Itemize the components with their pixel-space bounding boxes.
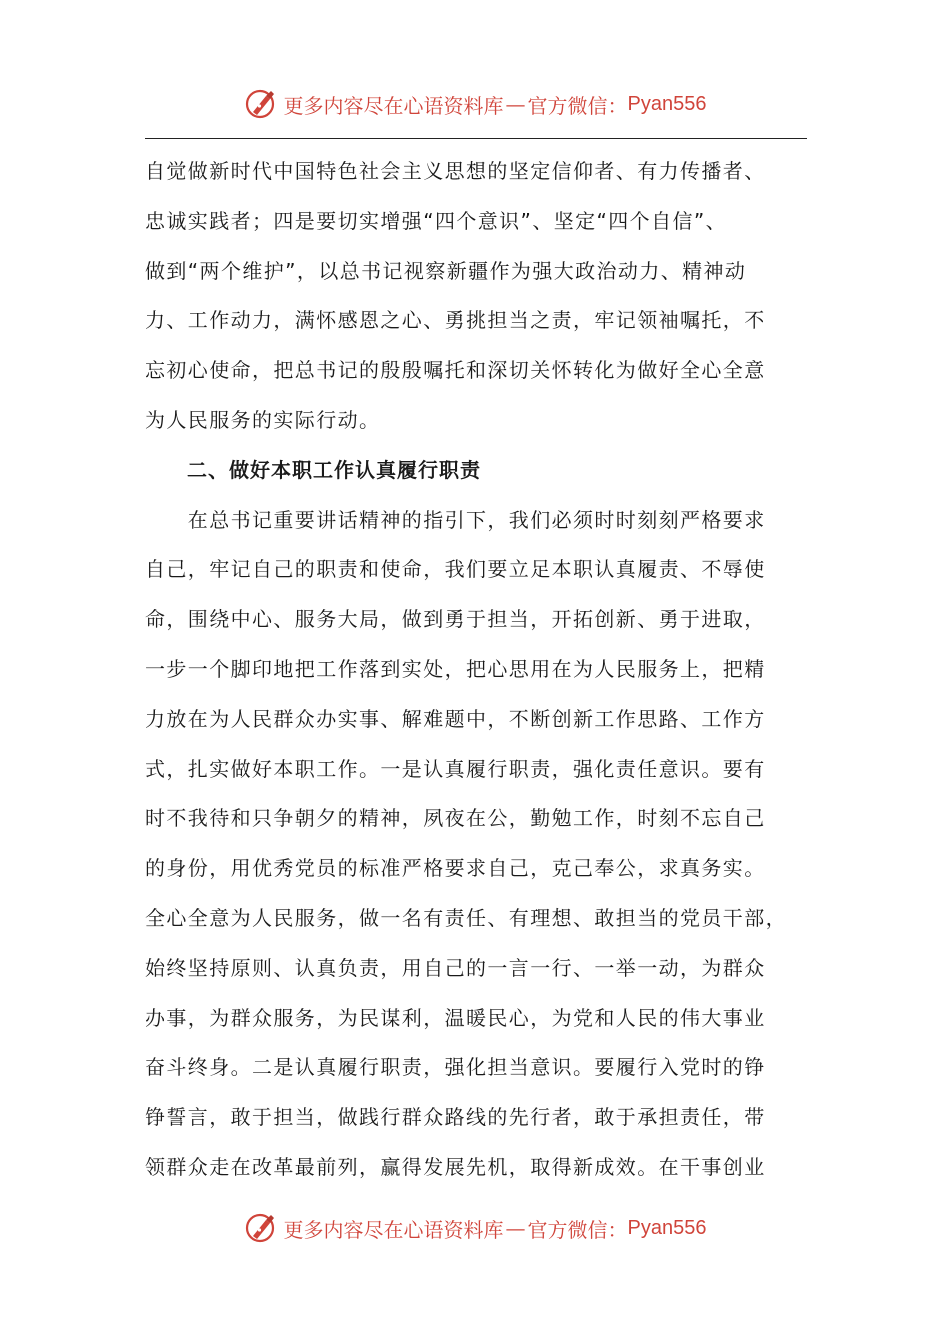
text-line: 命，围绕中心、服务大局，做到勇于担当，开拓创新、勇于进取， (145, 607, 766, 632)
text-line: 做到“两个维护”，以总书记视察新疆作为强大政治动力、精神动 (145, 258, 747, 283)
wechat-id: Pyan556 (627, 92, 707, 115)
header-divider (145, 138, 807, 139)
text-line: 为人民服务的实际行动。 (145, 407, 381, 432)
banner-dash: — (505, 92, 526, 116)
text-line: 在总书记重要讲话精神的指引下，我们必须时时刻刻严格要求 (145, 507, 766, 532)
header-banner (0, 82, 950, 126)
pen-nib-circle-icon (244, 1211, 278, 1245)
banner-text: 更多内容尽在心语资料库 (283, 1217, 504, 1242)
text-line: 力、工作动力，满怀感恩之心、勇挑担当之责，牢记领袖嘱托，不 (145, 308, 766, 333)
text-line: 始终坚持原则、认真负责，用自己的一言一行、一举一动，为群众 (145, 955, 766, 980)
banner-text: 更多内容尽在心语资料库 (283, 93, 504, 118)
section-heading: 二、做好本职工作认真履行职责 (145, 457, 481, 482)
text-line: 力放在为人民群众办实事、解难题中，不断创新工作思路、工作方 (145, 706, 766, 731)
wechat-label: 官方微信： (527, 93, 628, 118)
text-line: 全心全意为人民服务，做一名有责任、有理想、敢担当的党员干部， (145, 905, 787, 930)
text-line: 自己，牢记自己的职责和使命，我们要立足本职认真履责、不辱使 (145, 557, 766, 582)
wechat-label: 官方微信： (527, 1217, 628, 1242)
text-line: 自觉做新时代中国特色社会主义思想的坚定信仰者、有力传播者、 (145, 159, 766, 183)
text-line: 一步一个脚印地把工作落到实处，把心思用在为人民服务上，把精 (145, 656, 766, 681)
body-text (145, 147, 810, 1193)
text-line: 办事，为群众服务，为民谋利，温暖民心，为党和人民的伟大事业 (145, 1005, 766, 1030)
text-line: 忘初心使命，把总书记的殷殷嘱托和深切关怀转化为做好全心全意 (145, 358, 766, 383)
footer-banner (0, 1206, 950, 1250)
text-line: 忠诚实践者；四是要切实增强“四个意识”、坚定“四个自信”、 (145, 208, 728, 233)
text-line: 铮誓言，敢于担当，做践行群众路线的先行者，敢于承担责任，带 (145, 1105, 766, 1130)
text-line: 奋斗终身。二是认真履行职责，强化担当意识。要履行入党时的铮 (145, 1055, 766, 1080)
wechat-id: Pyan556 (627, 1216, 707, 1239)
pen-nib-circle-icon (244, 87, 278, 121)
banner-dash: — (505, 1216, 526, 1240)
text-line: 领群众走在改革最前列，赢得发展先机，取得新成效。在干事创业 (145, 1154, 766, 1179)
text-line: 的身份，用优秀党员的标准严格要求自己，克己奉公，求真务实。 (145, 856, 766, 881)
text-line: 式，扎实做好本职工作。一是认真履行职责，强化责任意识。要有 (145, 756, 766, 781)
text-line: 时不我待和只争朝夕的精神，夙夜在公，勤勉工作，时刻不忘自己 (145, 806, 766, 831)
